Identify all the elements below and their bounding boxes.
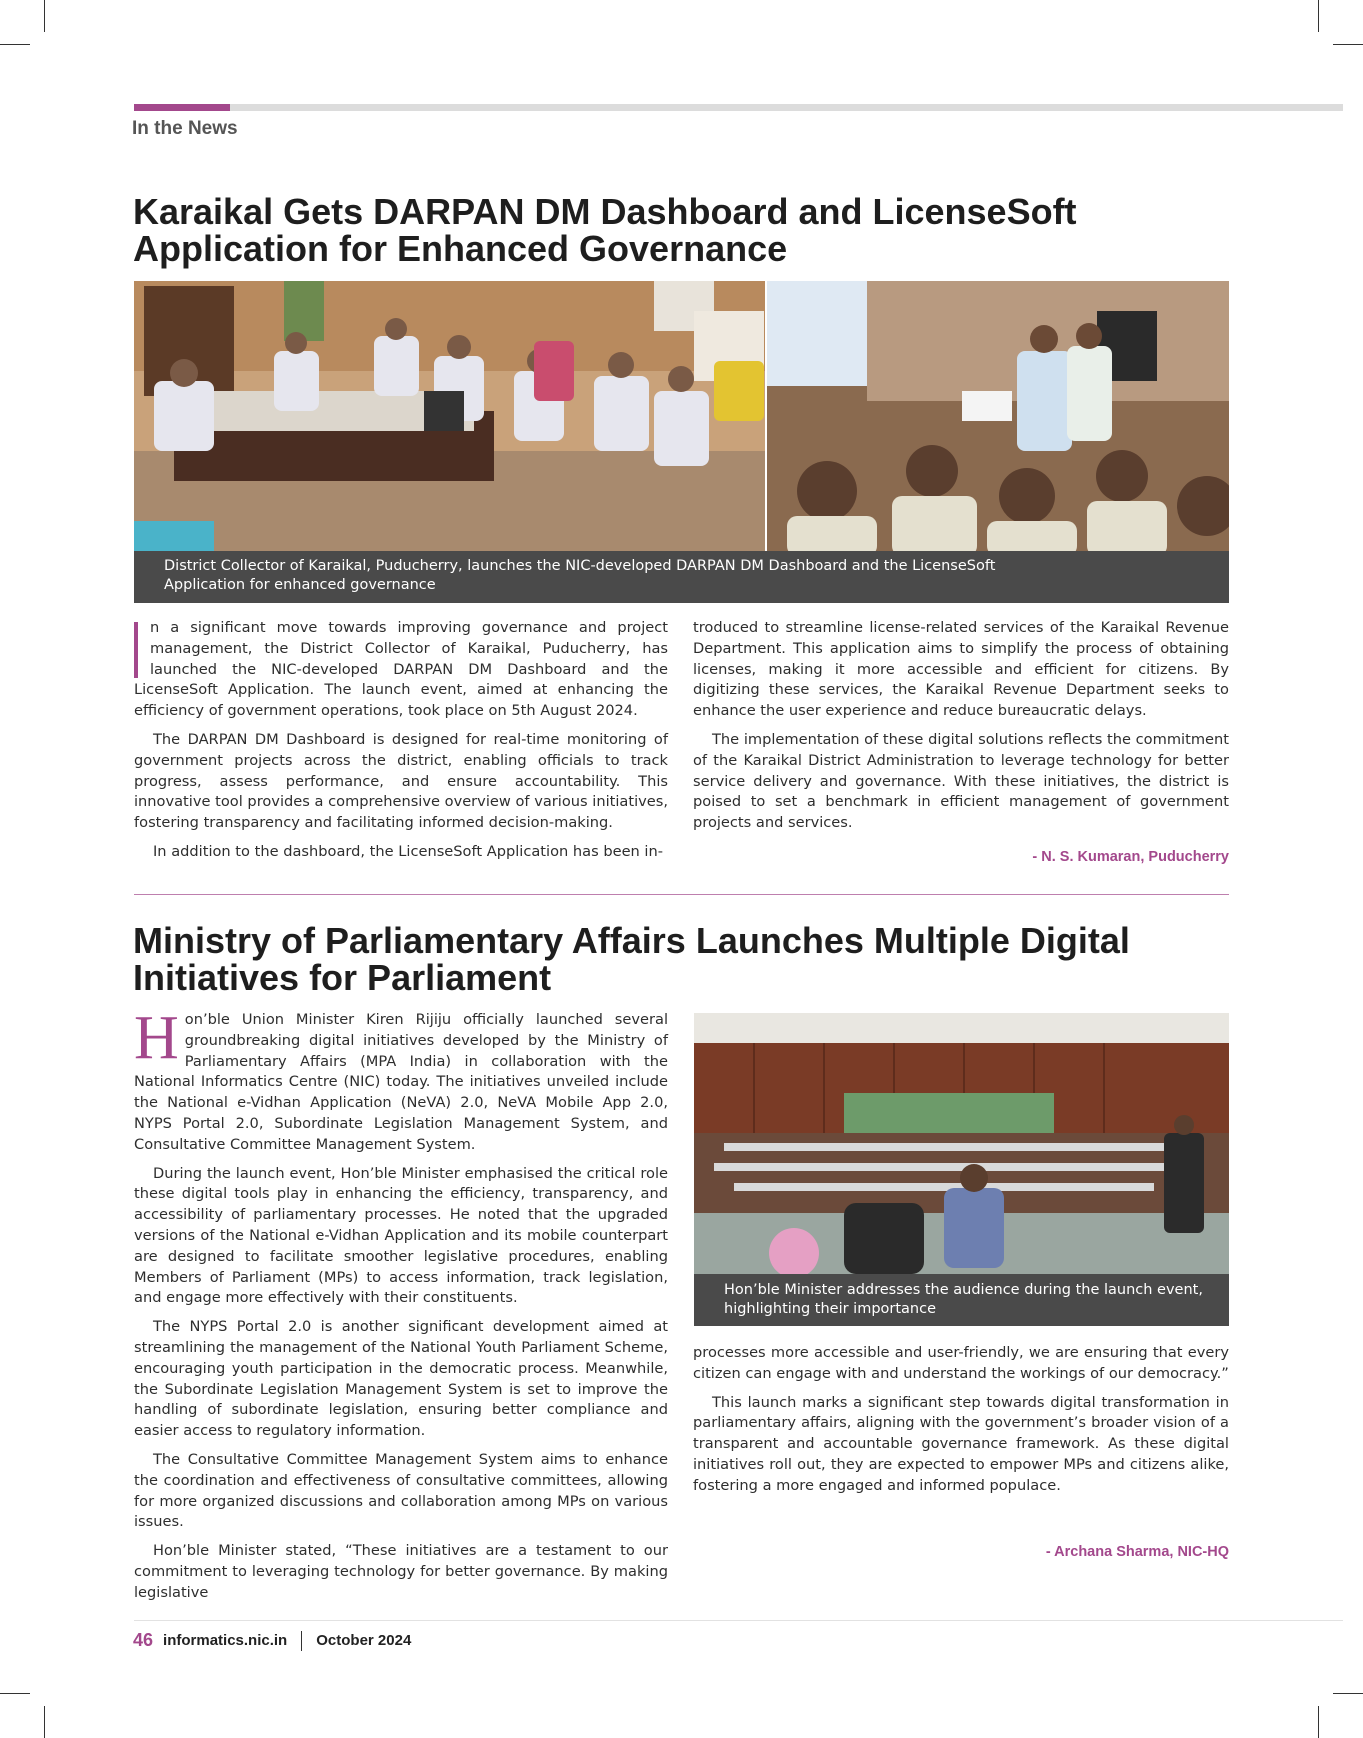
article1-p3: In addition to the dashboard, the LicenseSoft Application has been in- <box>153 842 664 860</box>
footer-rule <box>134 1620 1343 1621</box>
article2-p6: processes more accessible and user-friendly, we are ensuring that every citizen can engage with and understand the workings of our democracy.” <box>693 1344 1229 1382</box>
presentation-photo <box>767 281 1229 551</box>
article2-p2: During the launch event, Hon’ble Minister emphasised the critical role these digital tools play in enhancing the efficiency, transparency, and accessibility of parliamentary processes. He noted that the upgraded versions of the National e-Vidhan Application and its mobile counterpart are designed to facilitate smoother legislative procedures, enabling Members of Parliament (MPs) to access information, track legislation, and engage more effectively with their constituents. <box>134 1164 668 1307</box>
section-bar-accent <box>134 104 230 111</box>
footer-site-link[interactable]: informatics.nic.in <box>163 1632 288 1649</box>
page-number: 46 <box>133 1630 154 1650</box>
article2-photo <box>694 1013 1229 1274</box>
article1-title: Karaikal Gets DARPAN DM Dashboard and LicenseSoft Application for Enhanced Governance <box>133 191 1077 269</box>
crop-mark <box>1318 0 1319 32</box>
article1-p4: troduced to streamline license-related services of the Karaikal Revenue Department. This application aims to simplify the process of obtaining licenses, making it more accessible and efficient for citizens. By digitizing these services, the Karaikal Revenue Department seeks to enhance the user experience and reduce bureaucratic delays. <box>693 619 1229 720</box>
article2-col-right <box>693 1343 1229 1505</box>
article1-col-left <box>134 618 668 871</box>
parliament-hall-photo <box>694 1013 1229 1274</box>
article1-caption: District Collector of Karaikal, Puducherry, launches the NIC-developed DARPAN DM Dashboard and the LicenseSoft Application for enhanced governance <box>134 551 1229 603</box>
crop-mark <box>1333 1693 1363 1694</box>
article2-caption: Hon’ble Minister addresses the audience during the launch event, highlighting their importance <box>694 1274 1229 1326</box>
article2-p4: The Consultative Committee Management System aims to enhance the coordination and effectiveness of consultative committees, allowing for more organized discussions and collaboration among MPs on various issues. <box>134 1450 668 1531</box>
page-footer <box>133 1630 411 1651</box>
article-divider <box>134 894 1229 895</box>
dropcap-letter: H <box>134 1004 179 1072</box>
article1-p2: The DARPAN DM Dashboard is designed for real-time monitoring of government projects across the district, enabling officials to track progress, assess performance, and ensure accountability. This innovative tool provides a comprehensive overview of various initiatives, fostering transparency and facilitating informed decision-making. <box>134 730 668 832</box>
article2-p3: The NYPS Portal 2.0 is another significant development aimed at streamlining the management of the National Youth Parliament Scheme, encouraging youth participation in the democratic process. Meanwhile, the Subordinate Legislation Management System is set to improve the handling of subordinate legislation, ensuring better compliance and easier access to regulatory information. <box>134 1318 668 1440</box>
article2-p1: on’ble Union Minister Kiren Rijiju officially launched several groundbreaking digital initiatives developed by the Ministry of Parliamentary Affairs (MPA India) in collaboration with the National Informatics Centre (NIC) today. The initiatives unveiled include the National e-Vidhan Application (NeVA) 2.0, NeVA Mobile App 2.0, NYPS Portal 2.0, Subordinate Legislation Management System, and Consultative Committee Management System. <box>134 1011 668 1153</box>
footer-separator <box>301 1631 302 1651</box>
article2-p5: Hon’ble Minister stated, “These initiatives are a testament to our commitment to leveraging technology for better governance. By making legislative <box>134 1542 668 1601</box>
article1-p1: n a significant move towards improving governance and project management, the District Collector of Karaikal, Puducherry, has launched the NIC-developed DARPAN DM Dashboard and the LicenseSoft Application. The launch event, aimed at enhancing the efficiency of government operations, took place on 5th August 2024. <box>134 619 668 720</box>
crop-mark <box>44 0 45 32</box>
article2-paragraph <box>134 1004 668 1156</box>
crop-mark <box>0 44 30 45</box>
article1-photo-left <box>134 281 765 551</box>
crop-mark <box>0 1693 30 1694</box>
footer-date: October 2024 <box>316 1632 412 1649</box>
article2-title: Ministry of Parliamentary Affairs Launches Multiple Digital Initiatives for Parliament <box>133 920 1130 998</box>
article2-p7: This launch marks a significant step towards digital transformation in parliamentary affairs, aligning with the government’s broader vision of a transparent and accountable governance framework. As these digital initiatives roll out, they are expected to empower MPs and citizens alike, fostering a more engaged and informed populace. <box>693 1393 1229 1494</box>
article1-col-right <box>693 618 1229 842</box>
article1-byline: - N. S. Kumaran, Puducherry <box>1032 849 1229 865</box>
crop-mark <box>44 1706 45 1738</box>
article1-photo-right <box>767 281 1229 551</box>
crop-mark <box>1333 44 1363 45</box>
article2-col-left <box>134 1004 668 1612</box>
article1-p5: The implementation of these digital solutions reflects the commitment of the Karaikal District Administration to leverage technology for better service delivery and governance. With these initiatives, the district is poised to set a benchmark in efficient management of government projects and services. <box>693 730 1229 832</box>
section-label: In the News <box>132 118 238 139</box>
dropcap-bar <box>134 622 138 678</box>
meeting-room-photo <box>134 281 765 551</box>
section-bar <box>134 104 1343 111</box>
article2-byline: - Archana Sharma, NIC-HQ <box>1045 1544 1229 1560</box>
article1-paragraph <box>134 618 668 722</box>
crop-mark <box>1318 1706 1319 1738</box>
